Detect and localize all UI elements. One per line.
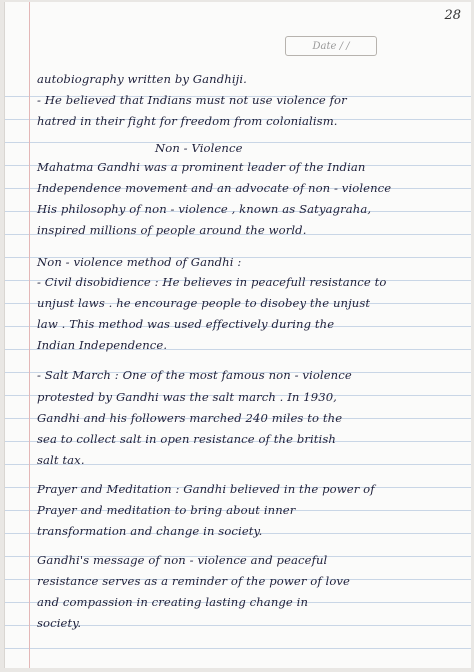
section-heading: Non - Violence — [155, 141, 243, 155]
text-line: and compassion in creating lasting change in — [37, 595, 309, 609]
text-line: Prayer and meditation to bring about inner — [37, 503, 296, 517]
text-line: Gandhi's message of non - violence and peaceful — [37, 553, 328, 567]
text-line: Mahatma Gandhi was a prominent leader of the Indian — [37, 160, 366, 174]
text-line: salt tax. — [37, 453, 85, 467]
text-line: law . This method was used effectively during the — [37, 317, 335, 331]
text-line: - Civil disobidience : He believes in peacefull resistance to — [37, 275, 387, 289]
text-line: hatred in their fight for freedom from colonialism. — [37, 114, 338, 128]
text-line: autobiography written by Gandhiji. — [37, 72, 247, 86]
text-line: Independence movement and an advocate of non - violence — [37, 181, 392, 195]
ruled-line — [5, 648, 471, 649]
text-line: Indian Independence. — [37, 338, 168, 352]
notebook-page — [4, 2, 471, 668]
text-line: Gandhi and his followers marched 240 miles to the — [37, 411, 343, 425]
date-box: Date / / — [285, 36, 377, 56]
margin-line — [29, 2, 30, 668]
page-number: 28 — [444, 8, 461, 23]
text-line: Prayer and Meditation : Gandhi believed in the power of — [37, 482, 375, 496]
text-line: protested by Gandhi was the salt march . In 1930, — [37, 390, 337, 404]
text-line: - Salt March : One of the most famous non - violence — [37, 368, 352, 382]
text-line: unjust laws . he encourage people to disobey the unjust — [37, 296, 371, 310]
text-line: resistance serves as a reminder of the power of love — [37, 574, 351, 588]
section-heading: Non - violence method of Gandhi : — [37, 255, 242, 269]
text-line: sea to collect salt in open resistance of the british — [37, 432, 336, 446]
text-line: society. — [37, 616, 82, 630]
text-line: - He believed that Indians must not use violence for — [37, 93, 347, 107]
text-line: His philosophy of non - violence , known as Satyagraha, — [37, 202, 372, 216]
text-line: transformation and change in society. — [37, 524, 263, 538]
text-line: inspired millions of people around the world. — [37, 223, 307, 237]
